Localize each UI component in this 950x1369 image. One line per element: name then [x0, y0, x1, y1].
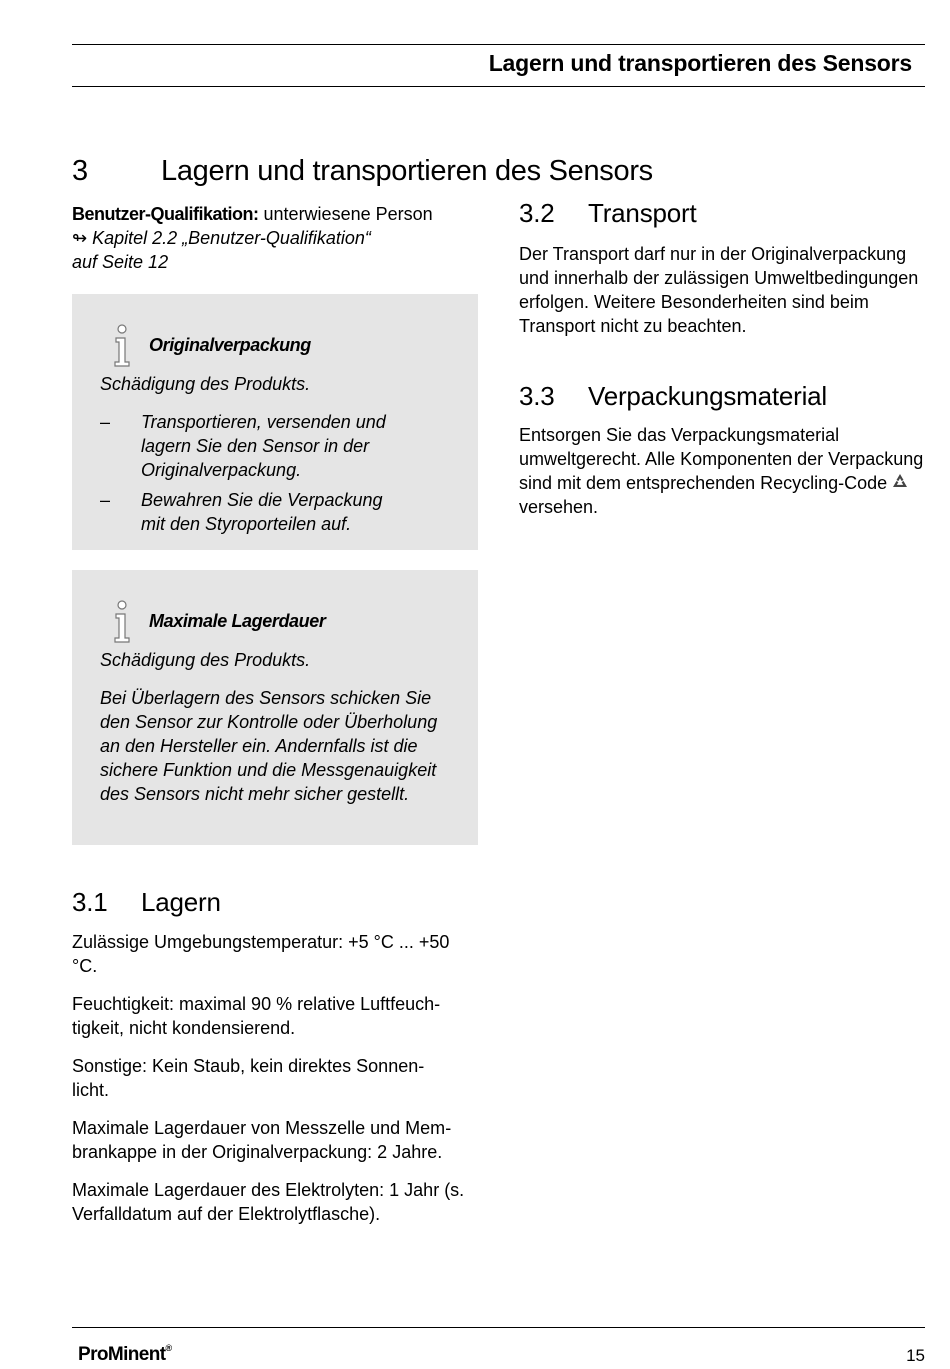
note-body: Bei Überlagern des Sensors schicken Sie den Sensor zur Kontrolle oder Überholung an den Hersteller ein. Andernfalls ist die sichere Funktion und die Messgenauigkeit des Sensors nicht mehr sicher gestellt. — [100, 688, 438, 804]
qualification-label: Benutzer-Qualifikation: — [72, 204, 259, 224]
paragraph: Maximale Lagerdauer des Elektrolyten: 1 Jahr (s. Verfalldatum auf der Elektrolytflasche). — [72, 1180, 465, 1224]
note-max-storage — [72, 570, 478, 845]
paragraph: Feuchtigkeit: maximal 90 % relative Luftfeuchtigkeit, nicht kondensierend. — [72, 994, 441, 1038]
header-rule-bottom — [72, 86, 925, 87]
qualification-link[interactable] — [72, 226, 478, 274]
paragraph: Sonstige: Kein Staub, kein direktes Sonnenlicht. — [72, 1056, 425, 1100]
note-text: Schädigung des Produkts. — [100, 374, 311, 394]
note-original-packaging — [72, 294, 478, 550]
paragraph: Zulässige Umgebungstemperatur: +5 °C ... +50 °C. — [72, 932, 450, 976]
arrow-link-icon: ↬ — [72, 228, 88, 248]
list-bullet: – — [100, 490, 111, 510]
section-3-2 — [519, 198, 925, 338]
chapter-heading — [72, 155, 925, 188]
header-rule-top — [72, 44, 925, 45]
section-3-1 — [72, 887, 478, 1226]
qualification-link-page: auf Seite 12 — [72, 252, 169, 272]
section-heading: 3.1 Lagern — [72, 887, 221, 917]
running-header: Lagern und transportieren des Sensors — [488, 50, 912, 76]
note-title: Originalverpackung — [149, 335, 311, 355]
note-list — [100, 410, 400, 536]
list-item: – Bewahren Sie die Verpackung mit den Styroporteilen auf. — [100, 490, 383, 534]
qualification-link-text: Kapitel 2.2 „Benutzer-Qualifikation“ — [92, 228, 371, 248]
section-3-3 — [519, 381, 925, 519]
paragraph: Entsorgen Sie das Verpackungsmaterial umweltgerecht. Alle Komponenten der Verpackung sind mit dem entsprechenden Recycling-Codeversehen. — [519, 425, 924, 517]
section-heading: 3.3 Verpackungsmaterial — [519, 381, 827, 411]
paragraph: Der Transport darf nur in der Originalverpackung und innerhalb der zulässigen Umweltbedingungen erfolgen. Weitere Besonderheiten sind beim Transport nicht zu beachten. — [519, 244, 919, 336]
recycling-icon — [890, 472, 910, 492]
page-number: 15 — [906, 1346, 925, 1365]
note-text: Schädigung des Produkts. — [100, 650, 311, 670]
paragraph: Maximale Lagerdauer von Messzelle und Membrankappe in der Originalverpackung: 2 Jahre. — [72, 1118, 452, 1162]
qualification-value: unterwiesene Person — [263, 204, 433, 224]
info-icon — [110, 600, 134, 644]
footer-rule — [72, 1327, 925, 1328]
note-title: Maximale Lagerdauer — [149, 611, 326, 631]
list-bullet: – — [100, 412, 111, 432]
qualification-block — [72, 202, 478, 274]
info-icon — [110, 324, 134, 368]
prominent-logo: ProMinent® — [78, 1343, 172, 1365]
chapter-title: Lagern und transportieren des Sensors — [161, 155, 653, 187]
section-heading: 3.2 Transport — [519, 198, 697, 228]
list-item: – Transportieren, versenden und lagern Sie den Sensor in der Originalverpackung. — [100, 412, 386, 480]
chapter-number: 3 — [72, 155, 88, 187]
